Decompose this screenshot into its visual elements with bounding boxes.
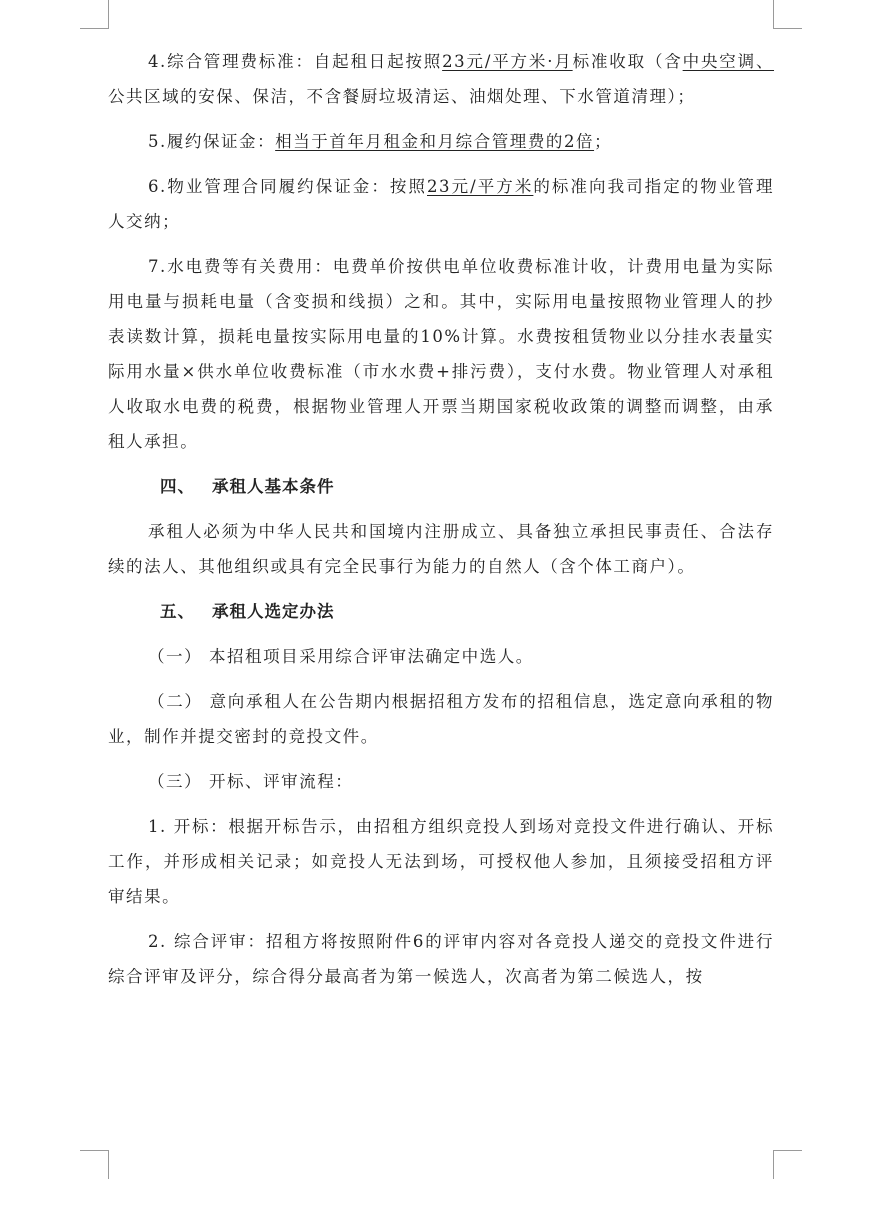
text-tail: 公共区域的安保、保洁，不含餐厨垃圾清运、油烟处理、下水管道清理）；: [108, 87, 696, 106]
text-lead: 4.综合管理费标准：自起租日起按照: [148, 52, 443, 71]
underlined-rate: 23元/平方米·月: [442, 52, 573, 71]
section-heading-5: [108, 594, 774, 629]
list-item: 1. 开标：根据开标告示，由招租方组织竞投人到场对竞投文件进行确认、开标工作，并形成相关记录；如竞投人无法到场，可授权他人参加，且须接受招租方评审结果。: [108, 817, 774, 906]
crop-mark-bottom-left: [80, 1150, 109, 1179]
section-title: 承租人选定办法: [212, 602, 335, 621]
text-lead: 5.履约保证金：: [148, 132, 276, 151]
list-item: （一） 本招租项目采用综合评审法确定中选人。: [148, 647, 534, 666]
underlined-aircon: 中央空调、: [682, 52, 775, 71]
list-item: （三） 开标、评审流程：: [148, 772, 354, 791]
section-heading-4: [108, 469, 774, 504]
text-tail: ；: [594, 132, 613, 151]
section-title: 承租人基本条件: [212, 477, 335, 496]
document-page: [108, 44, 774, 1004]
crop-mark-bottom-right: [773, 1150, 802, 1179]
paragraph-management-fee: [108, 44, 774, 114]
list-item: （二） 意向承租人在公告期内根据招租方发布的招租信息，选定意向承租的物业，制作并提交密封的竞投文件。: [108, 692, 774, 746]
underlined-deposit-amount: 相当于首年月租金和月综合管理费的2倍: [275, 132, 595, 151]
crop-mark-top-left: [80, 0, 109, 29]
paragraph-utility-fees: 7.水电费等有关费用：电费单价按供电单位收费标准计收，计费用电量为实际用电量与损耗电量（含变损和线损）之和。其中，实际用电量按照物业管理人的抄表读数计算，损耗电量按实际用电量的10%计算。水费按租赁物业以分挂水表量实际用水量×供水单位收费标准（市水水费+排污费），支付水费。物业管理人对承租人收取水电费的税费，根据物业管理人开票当期国家税收政策的调整而调整，由承租人承担。: [108, 257, 774, 451]
paragraph-property-deposit: [108, 169, 774, 239]
text-tail: 的标准向我司指定的物业管理人交纳；: [108, 177, 775, 231]
section-number: 四、: [160, 477, 195, 496]
text-mid: 标准收取（含: [572, 52, 683, 71]
crop-mark-top-right: [773, 0, 802, 29]
section-number: 五、: [160, 602, 195, 621]
list-item: 2. 综合评审：招租方将按照附件6的评审内容对各竞投人递交的竞投文件进行综合评审及评分，综合得分最高者为第一候选人，次高者为第二候选人，按: [108, 932, 774, 986]
text-lead: 6.物业管理合同履约保证金：按照: [148, 177, 427, 196]
paragraph-performance-deposit: [108, 124, 774, 159]
paragraph-tenant-conditions: 承租人必须为中华人民共和国境内注册成立、具备独立承担民事责任、合法存续的法人、其他组织或具有完全民事行为能力的自然人（含个体工商户）。: [108, 522, 774, 576]
underlined-rate: 23元/平方米: [427, 177, 534, 196]
